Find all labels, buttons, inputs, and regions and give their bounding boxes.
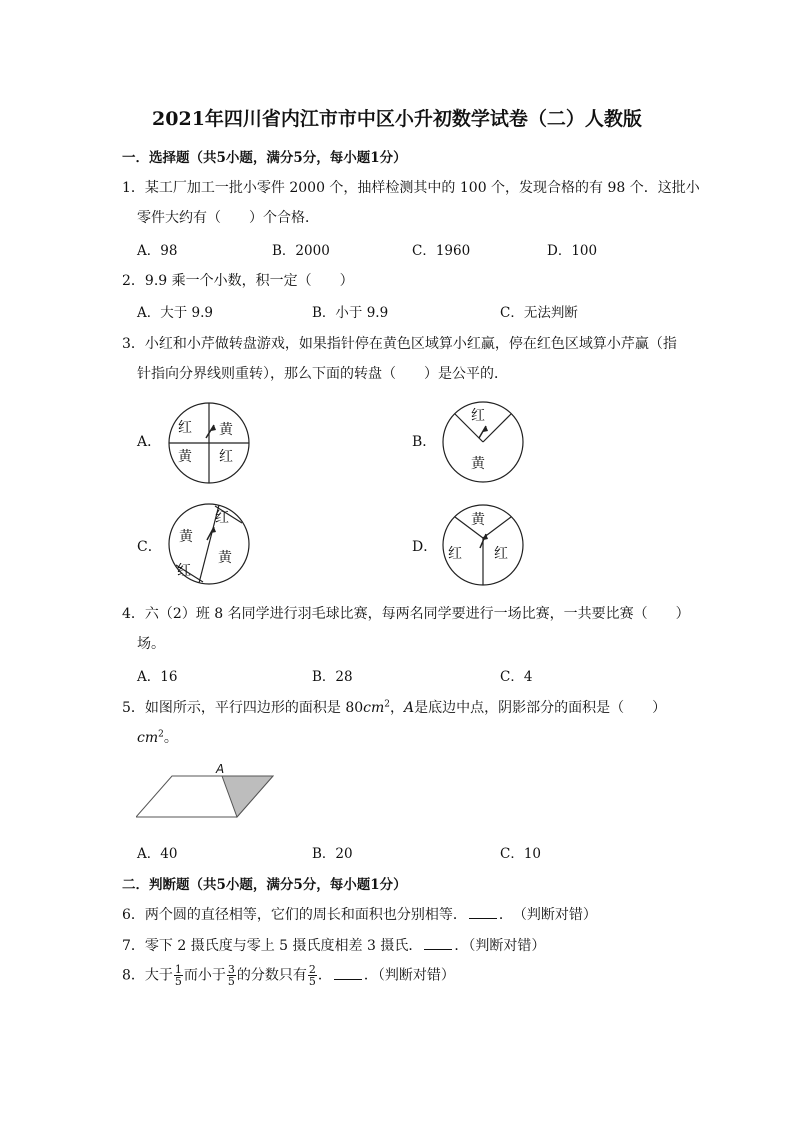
fraction-2-den: 5 (227, 975, 235, 988)
spinner-d[interactable] (438, 500, 528, 590)
question-5-option-c[interactable]: C．10 (500, 846, 542, 862)
question-4-line2: 场。 (137, 636, 165, 652)
spinner-b[interactable] (438, 396, 528, 488)
question-8-text-1: 8．大于 (122, 967, 173, 984)
question-8-blank[interactable] (334, 967, 362, 980)
spinner-a-yellow-2: 黄 (178, 449, 192, 465)
question-4-option-a[interactable]: A．16 (137, 669, 178, 685)
question-8: 8．大于 $\frac{1}{5}$ 而小于 $\frac{3}{5}$ 的分数只有 $\frac{2}{5}$ ． ．（判断对错） (122, 963, 455, 988)
question-6-text: 6．两个圆的直径相等，它们的周长和面积也分别相等． (122, 907, 467, 923)
question-6-suffix: ． （判断对错） (498, 907, 597, 923)
fraction-3 (308, 964, 317, 987)
question-5-text-1: 5．如图所示，平行四边形的面积是 80 (122, 700, 364, 716)
question-2-option-b[interactable]: B．小于 9.9 (312, 305, 389, 321)
fraction-1 (174, 964, 183, 987)
spinner-d-red-2: 红 (494, 546, 508, 562)
spinner-c-red-2: 红 (177, 563, 191, 579)
fraction-1-den: 5 (174, 975, 182, 988)
question-5-text-3: 是底边中点，阴影部分的面积是（ ） (414, 700, 667, 716)
question-7-text: 7．零下 2 摄氏度与零上 5 摄氏度相差 3 摄氏． (122, 938, 423, 954)
section-2-heading: 二．判断题（共5小题，满分5分，每小题1分） (122, 877, 407, 893)
spinner-a[interactable] (164, 398, 254, 488)
question-2-option-a[interactable]: A．大于 9.9 (137, 305, 214, 321)
question-6-blank[interactable] (469, 906, 497, 919)
question-3-line1: 3．小红和小芹做转盘游戏，如果指针停在黄色区域算小红赢，停在红色区域算小芹赢（指 (122, 336, 677, 352)
question-5-option-b[interactable]: B．20 (312, 846, 353, 862)
question-2-option-c[interactable]: C．无法判断 (500, 305, 578, 321)
question-1-option-a[interactable]: A．98 (137, 243, 178, 259)
question-4-line1: 4．六（2）班 8 名同学进行羽毛球比赛，每两名同学要进行一场比赛，一共要比赛（ ） (122, 606, 690, 622)
question-1-line1: 1．某工厂加工一批小零件 2000 个，抽样检测其中的 100 个，发现合格的有 98 个．这批小 (122, 180, 700, 196)
question-5-option-a[interactable]: A．40 (137, 846, 178, 862)
fraction-2 (227, 964, 236, 987)
question-2-line1: 2．9.9 乘一个小数，积一定（ ） (122, 273, 354, 289)
spinner-a-red-2: 红 (219, 449, 233, 465)
question-7-suffix: ．（判断对错） (454, 938, 546, 954)
unit-cm: cm (363, 700, 385, 716)
question-8-text-3: 的分数只有 (236, 967, 307, 984)
question-8-suffix: ．（判断对错） (363, 967, 455, 984)
question-5-end: 。 (163, 730, 178, 746)
question-7-blank[interactable] (424, 937, 452, 950)
spinner-b-red: 红 (471, 408, 485, 424)
shaded-triangle (222, 776, 273, 817)
question-3-label-d[interactable]: D． (412, 539, 438, 555)
fraction-3-den: 5 (308, 975, 316, 988)
spinner-d-red-1: 红 (448, 546, 462, 562)
question-6 (122, 904, 597, 924)
question-3-label-b[interactable]: B． (412, 434, 437, 450)
question-4-option-c[interactable]: C．4 (500, 669, 533, 685)
spinner-c-yellow-1: 黄 (179, 529, 193, 545)
spinner-b-yellow: 黄 (471, 456, 485, 472)
spinner-c-yellow-2: 黄 (218, 550, 232, 566)
question-1-option-b[interactable]: B．2000 (272, 243, 330, 259)
question-7 (122, 935, 545, 955)
point-a: A (404, 700, 415, 716)
question-8-text-2: 而小于 (183, 967, 226, 984)
question-4-option-b[interactable]: B．28 (312, 669, 353, 685)
page-title: 2021年四川省内江市市中区小升初数学试卷（二）人教版 (152, 108, 642, 130)
spinner-a-red-1: 红 (178, 420, 192, 436)
question-1-line2: 零件大约有（ ）个合格． (137, 210, 319, 226)
pointer-icon (206, 425, 214, 438)
unit-exp: 2 (384, 699, 391, 710)
unit-exp-2: 2 (158, 729, 164, 740)
spinner-c[interactable] (164, 499, 254, 589)
question-1-option-d[interactable]: D．100 (547, 243, 598, 259)
unit-cm-2: cm (137, 730, 159, 746)
fraction-3-num: 2 (308, 963, 316, 976)
question-3-label-a[interactable]: A． (137, 434, 162, 450)
section-1-heading: 一．选择题（共5小题，满分5分，每小题1分） (122, 150, 407, 166)
spinner-a-yellow-1: 黄 (219, 422, 233, 438)
fraction-1-num: 1 (174, 963, 182, 976)
fraction-2-num: 3 (227, 963, 235, 976)
spinner-c-red-1: 红 (215, 510, 229, 526)
question-5-line2 (137, 727, 178, 747)
question-3-label-c[interactable]: C． (137, 539, 162, 555)
figure-point-a: A (216, 762, 225, 776)
question-1-option-c[interactable]: C．1960 (412, 243, 471, 259)
pointer-icon (479, 426, 486, 438)
spinner-d-yellow: 黄 (471, 512, 485, 528)
question-3-line2: 针指向分界线则重转），那么下面的转盘（ ）是公平的． (137, 366, 508, 382)
question-5-line1 (122, 697, 666, 717)
parallelogram-figure (136, 760, 281, 822)
question-5-text-2: ， (390, 700, 405, 716)
